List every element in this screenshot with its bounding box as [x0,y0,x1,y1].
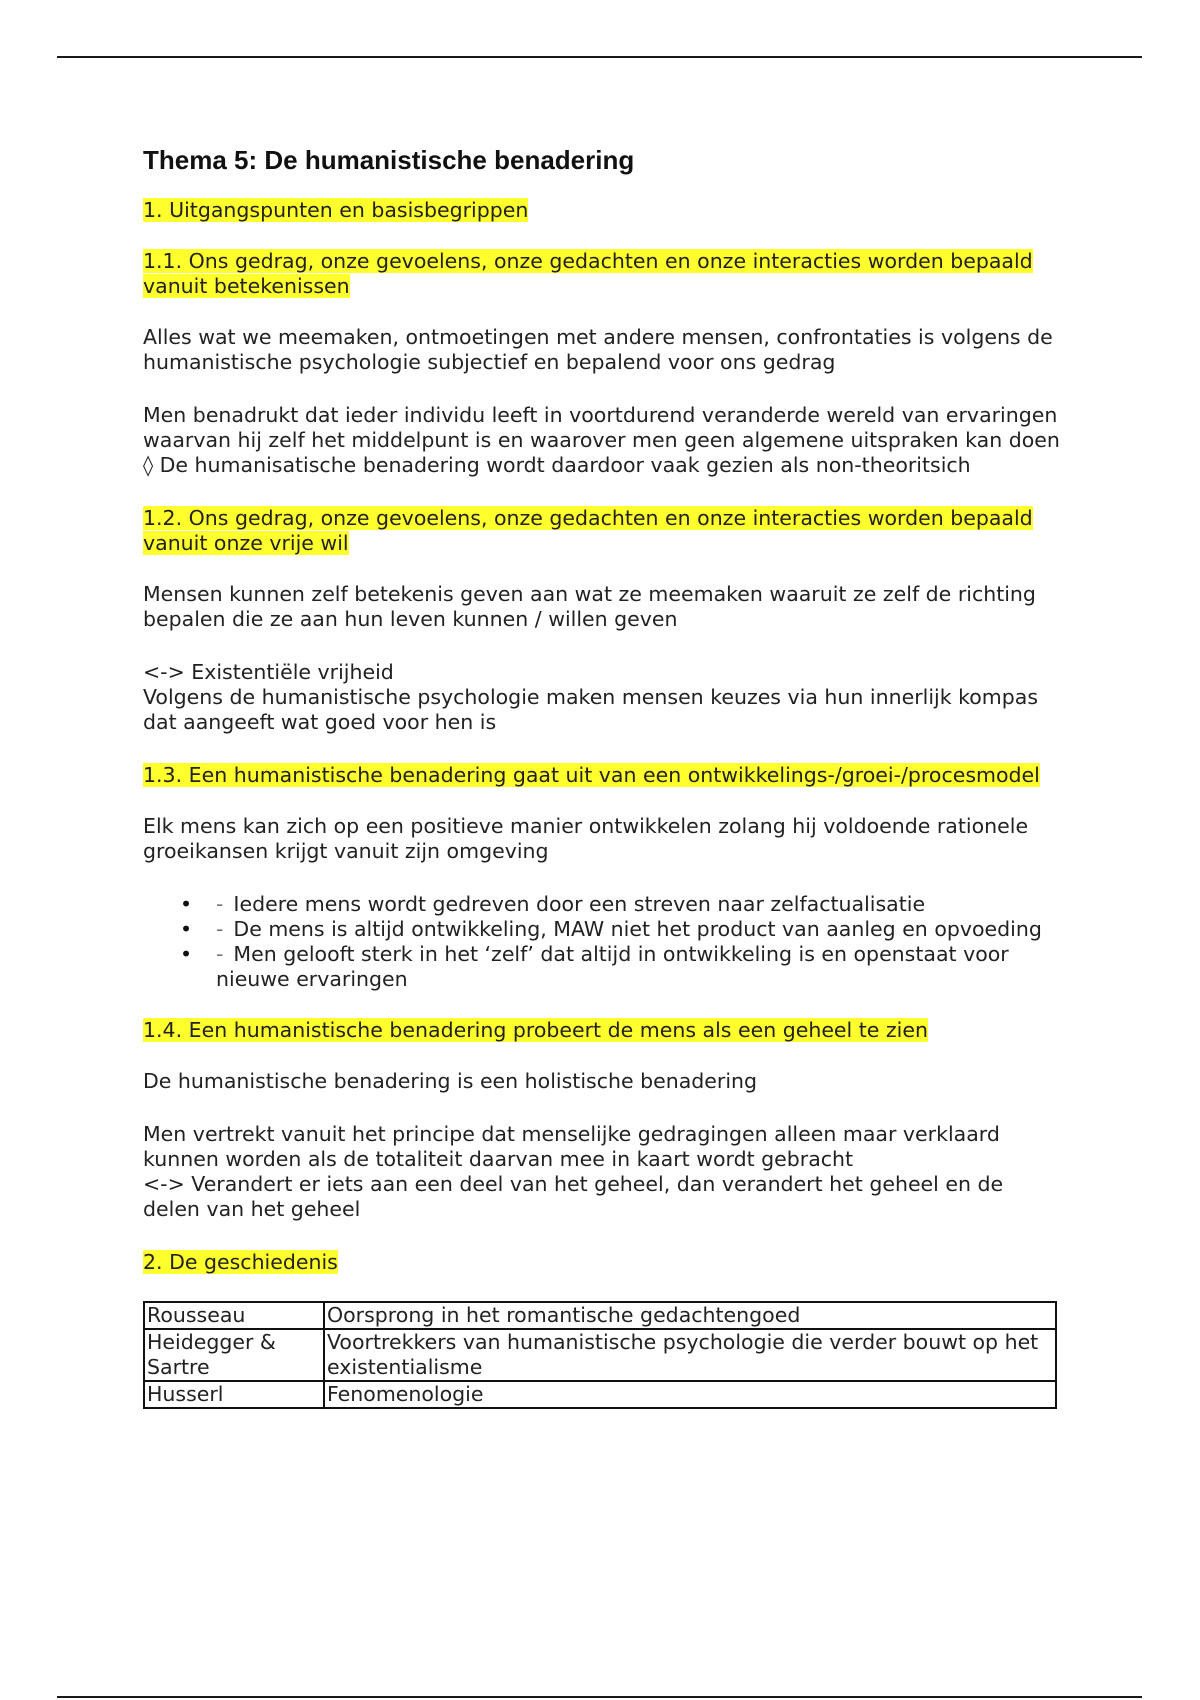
section-1-3-heading: 1.3. Een humanistische benadering gaat uit van een ontwikkelings-/groei-/procesmodel [143,763,1040,787]
table-row [144,1329,1056,1381]
section-1-4-paragraph-2 [143,1122,1063,1222]
table-row [144,1381,1056,1408]
section-1-2-heading: 1.2. Ons gedrag, onze gevoelens, onze gedachten en onze interacties worden bepaald vanuit onze vrije wil [143,506,1033,555]
page-top-rule [57,56,1142,58]
table-cell-name: Heidegger & Sartre [144,1329,324,1381]
section-1-4-paragraph-1: De humanistische benadering is een holistische benadering [143,1069,758,1093]
section-2-heading: 2. De geschiedenis [143,1250,338,1274]
list-item: • - De mens is altijd ontwikkeling, MAW niet het product van aanleg en opvoeding [216,917,1063,942]
section-1-2-paragraph-1: Mensen kunnen zelf betekenis geven aan wat ze meemaken waaruit ze zelf de richting bepalen die ze aan hun leven kunnen / willen geven [143,582,1036,631]
section-1-heading: 1. Uitgangspunten en basisbegrippen [143,198,529,222]
table-cell-description: Oorsprong in het romantische gedachtengoed [324,1302,1056,1329]
section-1-1-heading: 1.1. Ons gedrag, onze gevoelens, onze gedachten en onze interacties worden bepaald vanuit betekenissen [143,249,1033,298]
section-1-3-bullet-list [143,892,1063,992]
page-bottom-rule [57,1696,1142,1698]
section-1-2-paragraph-2 [143,660,1063,735]
history-table [143,1301,1057,1409]
section-1-4-heading: 1.4. Een humanistische benadering probeert de mens als een geheel te zien [143,1018,928,1042]
inner-compass-line: Volgens de humanistische psychologie maken mensen keuzes via hun innerlijk kompas dat aangeeft wat goed voor hen is [143,685,1039,734]
table-cell-description: Voortrekkers van humanistische psychologie die verder bouwt op het existentialisme [324,1329,1056,1381]
table-cell-description: Fenomenologie [324,1381,1056,1408]
page-title: Thema 5: De humanistische benadering [143,145,635,175]
table-row [144,1302,1056,1329]
section-1-1-paragraph-1: Alles wat we meemaken, ontmoetingen met andere mensen, confrontaties is volgens de humanistische psychologie subjectief en bepalend voor ons gedrag [143,325,1053,374]
existential-freedom-line: <-> Existentiële vrijheid [143,660,394,684]
section-1-1-paragraph-2: Men benadrukt dat ieder individu leeft in voortdurend veranderde wereld van ervaringen waarvan hij zelf het middelpunt is en waarover men geen algemene uitspraken kan doen ◊ De humanisatische benadering wordt daardoor vaak gezien als non-theoritsich [143,403,1060,477]
whole-change-line: <-> Verandert er iets aan een deel van het geheel, dan verandert het geheel en de delen van het geheel [143,1172,1004,1221]
document-body [143,140,1063,1409]
section-1-3-paragraph-1: Elk mens kan zich op een positieve manier ontwikkelen zolang hij voldoende rationele groeikansen krijgt vanuit zijn omgeving [143,814,1029,863]
table-cell-name: Husserl [144,1381,324,1408]
holism-principle-line: Men vertrekt vanuit het principe dat menselijke gedragingen alleen maar verklaard kunnen worden als de totaliteit daarvan mee in kaart wordt gebracht [143,1122,1000,1171]
list-item: • - Men gelooft sterk in het ‘zelf’ dat altijd in ontwikkeling is en openstaat voor nieuwe ervaringen [216,942,1063,992]
list-item: • - Iedere mens wordt gedreven door een streven naar zelfactualisatie [216,892,1063,917]
table-cell-name: Rousseau [144,1302,324,1329]
